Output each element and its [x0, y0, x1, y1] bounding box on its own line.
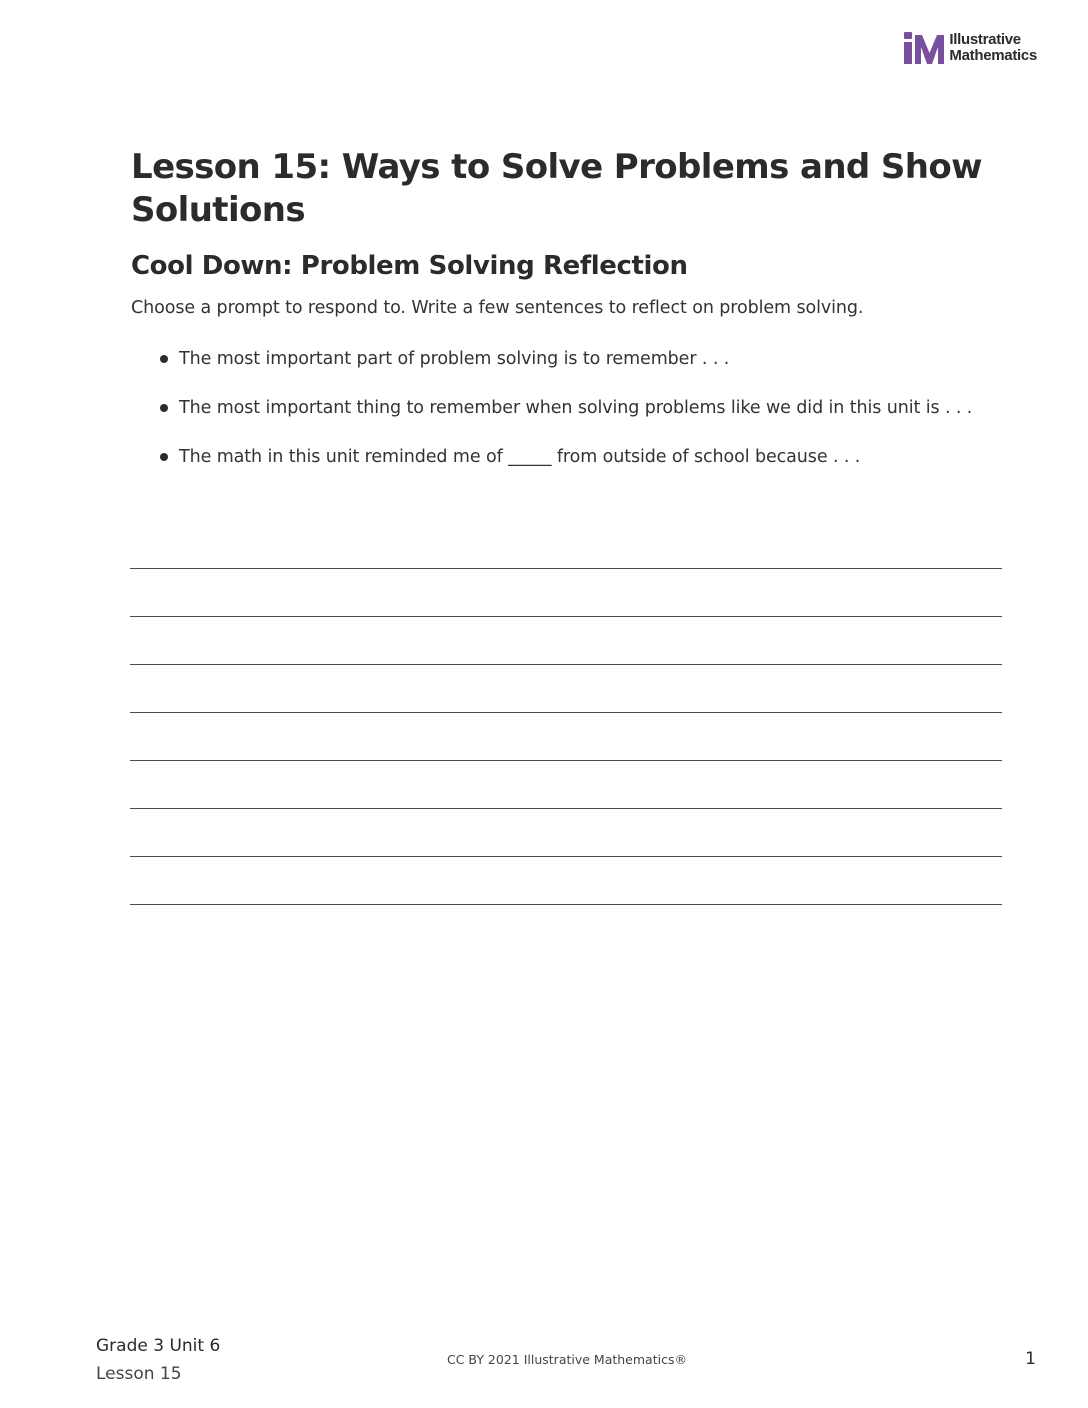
im-logo-mark-icon: [904, 32, 944, 64]
instructions: Choose a prompt to respond to. Write a few sentences to reflect on problem solving.: [131, 298, 864, 318]
answer-line[interactable]: [130, 616, 1002, 664]
footer-lesson: Lesson 15: [96, 1364, 182, 1384]
answer-line[interactable]: [130, 568, 1002, 616]
logo-line-2: Mathematics: [949, 47, 1037, 64]
im-logo: [904, 32, 1037, 64]
bullet-icon: [160, 453, 168, 461]
answer-lines: [130, 568, 1002, 952]
footer-copyright: CC BY 2021 Illustrative Mathematics®: [447, 1352, 687, 1367]
im-logo-text: [949, 32, 1037, 64]
prompt-text: The most important thing to remember when solving problems like we did in this unit is . . .: [179, 398, 973, 418]
cool-down-heading: Cool Down: Problem Solving Reflection: [131, 251, 688, 281]
prompt-list: [160, 345, 990, 492]
answer-line[interactable]: [130, 760, 1002, 808]
answer-line[interactable]: [130, 664, 1002, 712]
lesson-title: Lesson 15: Ways to Solve Problems and Show Solutions: [131, 147, 982, 230]
prompt-item: [160, 443, 990, 472]
answer-line[interactable]: [130, 904, 1002, 952]
answer-line[interactable]: [130, 856, 1002, 904]
prompt-text: The most important part of problem solving is to remember . . .: [179, 349, 730, 369]
answer-line[interactable]: [130, 712, 1002, 760]
footer-grade-unit: Grade 3 Unit 6: [96, 1336, 221, 1356]
bullet-icon: [160, 355, 168, 363]
prompt-item: [160, 394, 990, 423]
page-number: 1: [1025, 1349, 1036, 1369]
logo-line-1: Illustrative: [949, 31, 1021, 48]
prompt-text: The math in this unit reminded me of _____ from outside of school because . . .: [179, 447, 861, 467]
bullet-icon: [160, 404, 168, 412]
answer-line[interactable]: [130, 808, 1002, 856]
prompt-item: [160, 345, 990, 374]
